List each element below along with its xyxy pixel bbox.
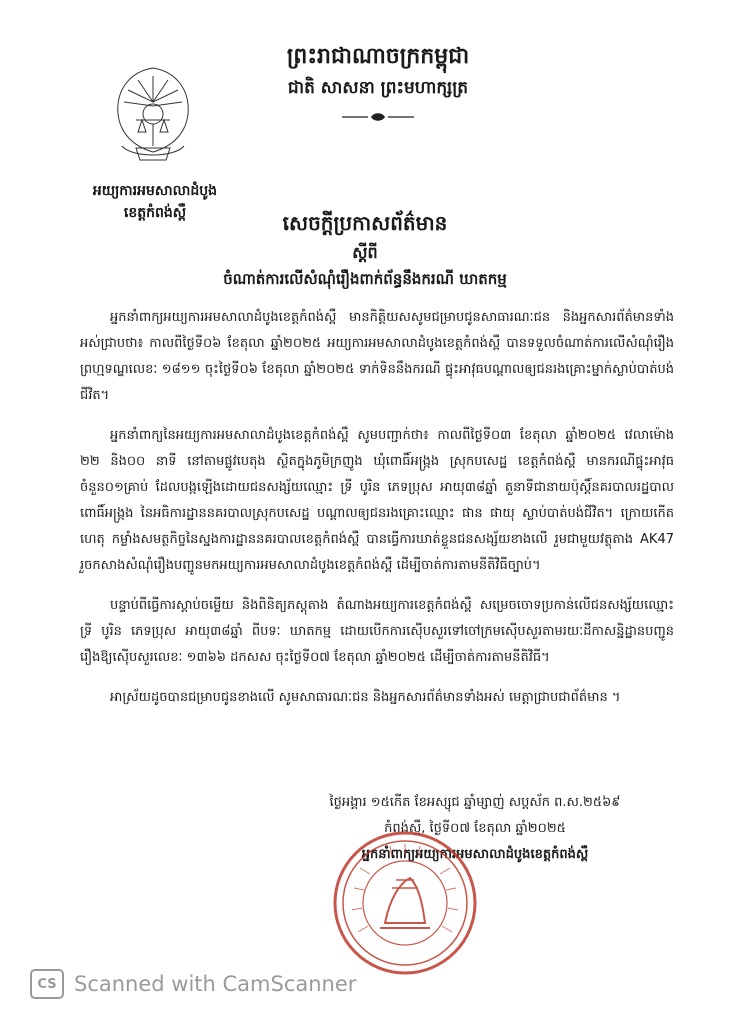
signatory-role: អ្នកនាំពាក្យអយ្យការអមសាលាដំបូងខេត្តកំពង់ស្ពឺ [361, 847, 589, 862]
kingdom-header [258, 40, 498, 102]
camscanner-logo-icon: CS [30, 969, 64, 999]
document-about: ស្តីពី [352, 243, 378, 262]
scanner-watermark [30, 968, 356, 1000]
ornament-divider-icon [338, 110, 418, 124]
paragraph-4: អាស្រ័យដូចបានជម្រាបជូនខាងលើ សូមសាធារណៈជន និងអ្នកសារព័ត៌មានទាំងអស់ មេត្តាជ្រាបជាព័ត៌មាន ។ [110, 690, 621, 705]
paragraph-1: អ្នកនាំពាក្យអយ្យការអមសាលាដំបូងខេត្តកំពង់ស្ពឺ មានកិត្តិយសសូមជម្រាបជូនសាធារណៈជន និងអ្នកសារព័ត៌មានទាំងអស់ជ្រាបថា៖ កាលពីថ្ងៃទី០៦ ខែតុលា ឆ្នាំ២០២៥ អយ្យការអមសាលាដំបូងខេត្តកំពង់ស្ពឺ បានទទួលចំណាត់ការលើសំណុំរឿងព្រហ្មទណ្ឌលេខៈ ១៨១១ ចុះថ្ងៃទី០៦ ខែតុលា ឆ្នាំ២០២៥ ទាក់ទិននឹងករណី ផ្ទុះអាវុធបណ្តាលឲ្យជនរងគ្រោះម្នាក់ស្លាប់បាត់បង់ជីវិត។ [80, 310, 674, 403]
document-titles [100, 206, 630, 292]
kingdom-title: ព្រះរាជាណាចក្រកម្ពុជា [286, 44, 470, 69]
official-seal-icon [330, 828, 480, 978]
body-text [80, 305, 674, 725]
court-emblem-icon [108, 62, 198, 170]
document-title: សេចក្តីប្រកាសព័ត៌មាន [282, 211, 448, 235]
paragraph-2: អ្នកនាំពាក្យនៃអយ្យការអមសាលាដំបូងខេត្តកំពង់ស្ពឺ សូមបញ្ជាក់ថា៖ កាលពីថ្ងៃទី០៣ ខែតុលា ឆ្នាំ២០២៥ វេលាម៉ោង ២២ និង០០ នាទី នៅតាមផ្លូវបេតុង ស្ថិតក្នុងភូមិក្រញូង ឃុំពោធិ៍អង្រ្កង ស្រុកបសេដ្ឋ ខេត្តកំពង់ស្ពឺ មានករណីផ្ទុះអាវុធចំនួន០១គ្រាប់ ដែលបង្កឡើងដោយជនសង្ស័យឈ្មោះ ទ្រី បូរិន ភេទប្រុស អាយុ៣៨ឆ្នាំ តួនាទីជានាយប៉ុស្តិ៍នគរបាលរដ្ឋបាលពោធិ៍អង្រ្កង នៃអធិការដ្ឋាននគរបាលស្រុកបសេដ្ឋ បណ្តាលឲ្យជនរងគ្រោះឈ្មោះ ផាន ផាយុ ស្លាប់បាត់បង់ជីវិត។ ក្រោយកើតហេតុ កម្លាំងសមត្ថកិច្ចនៃស្នងការដ្ឋាននគរបាលខេត្តកំពង់ស្ពឺ បានធ្វើការឃាត់ខ្លួនជនសង្ស័យខាងលើ រួមជាមួយវត្ថុតាង AK47 រួចកសាងសំណុំរឿងបញ្ជូនមកអយ្យការអមសាលាដំបូងខេត្តកំពង់ស្ពឺ ដើម្បីចាត់ការតាមនីតិវិធីច្បាប់។ [80, 428, 674, 573]
document-subject: ចំណាត់ការលើសំណុំរឿងពាក់ព័ន្ធនឹងករណី ឃាតកម្ម [223, 270, 507, 288]
national-motto: ជាតិ សាសនា ព្រះមហាក្សត្រ [287, 78, 469, 98]
place-date: កំពង់ស្ពឺ, ថ្ងៃទី០៧ ខែតុលា ឆ្នាំ២០២៥ [384, 821, 566, 836]
court-name-line2: ខេត្តកំពង់ស្ពឺ [123, 205, 187, 221]
lunar-date: ថ្ងៃអង្គារ ១៥កើត ខែអស្សុជ ឆ្នាំម្សាញ់ សប្តស័ក ព.ស.២៥៦៩ [329, 795, 621, 810]
paragraph-3: បន្ទាប់ពីធ្វើការស្តាប់ចម្លើយ និងពិនិត្យភស្តុតាង តំណាងអយ្យការខេត្តកំពង់ស្ពឺ សម្រេចចោទប្រកាន់លើជនសង្ស័យឈ្មោះ ទ្រី បូរិន ភេទប្រុស អាយុ៣៨ឆ្នាំ ពីបទៈ ឃាតកម្ម ដោយបើកការស៊ើបសួរទៅចៅក្រមស៊ើបសួរតាមរយៈដីកាសន្និដ្ឋានបញ្ជូនរឿងឱ្យស៊ើបសួរលេខៈ ១៣៦៦ ដកសស ចុះថ្ងៃទី០៧ ខែតុលា ឆ្នាំ២០២៥ ដើម្បីចាត់ការតាមនីតិវិធី។ [80, 598, 674, 665]
court-name-line1: អយ្យការអមសាលាដំបូង [92, 183, 218, 199]
scanner-text: Scanned with CamScanner [74, 972, 357, 996]
